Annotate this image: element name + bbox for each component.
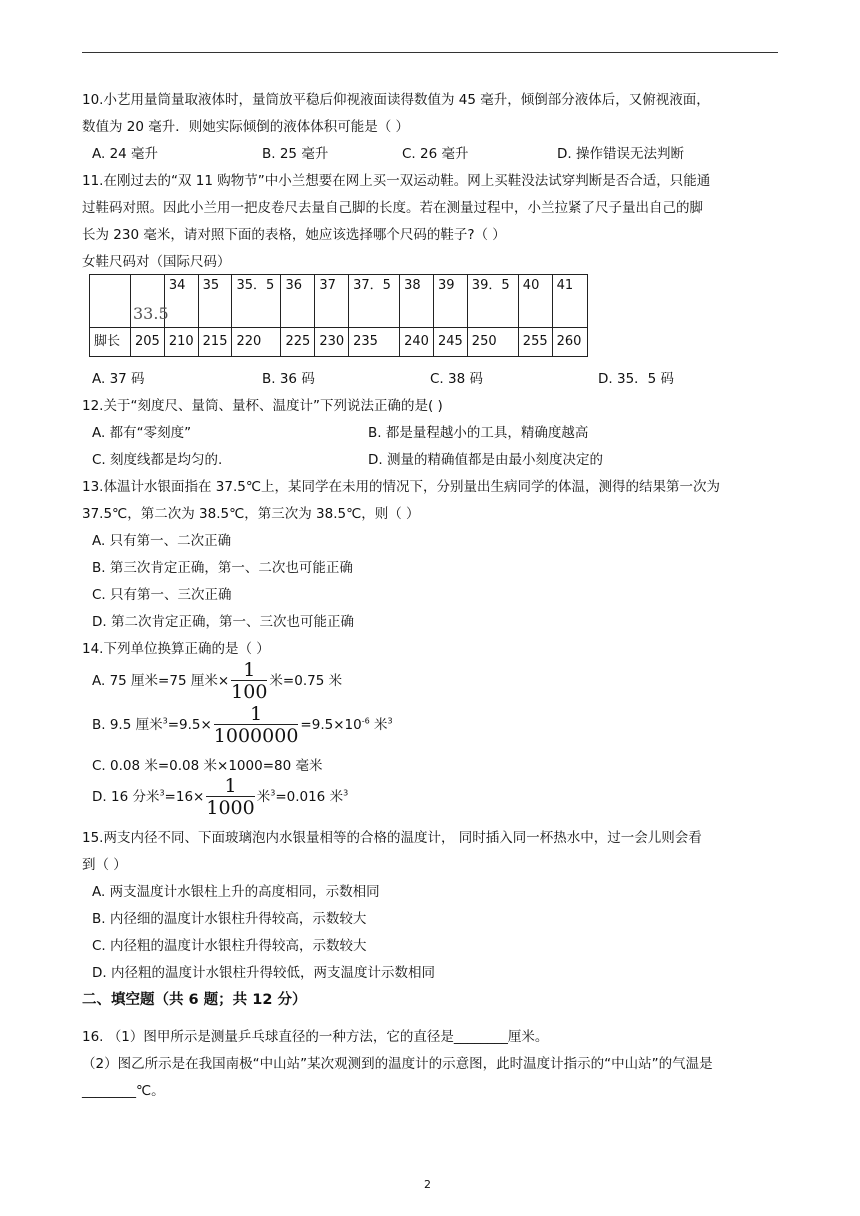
table-cell: 40 (518, 275, 552, 328)
q10-line1: 10.小艺用量筒量取液体时，量筒放平稳后仰视液面读得数值为 45 毫升，倾倒部分液体后，又俯视液面， (82, 92, 710, 108)
numerator: 1 (243, 659, 256, 681)
q16-line2: （2）图乙所示是在我国南极“中山站”某次观测到的温度计的示意图，此时温度计指示的“中山站”的气温是 (82, 1056, 713, 1072)
q15-line2: 到（ ） (82, 857, 127, 873)
table-cell: 250 (467, 328, 518, 357)
table-cell (90, 275, 131, 328)
q13-line1: 13.体温计水银面指在 37.5℃上，某同学在未用的情况下，分别量出生病同学的体温，测得的结果第一次为 (82, 479, 720, 495)
option-d-text: D. 16 分米 (92, 789, 160, 805)
option-b-text: B. 9.5 厘米 (92, 717, 163, 733)
superscript: 3 (162, 716, 168, 726)
q10-option-c: C. 26 毫升 (402, 146, 469, 162)
page-number: 2 (424, 1178, 431, 1191)
table-cell: 38 (400, 275, 434, 328)
table-cell: 240 (400, 328, 434, 357)
header-rule (82, 52, 778, 53)
table-cell: 39．5 (467, 275, 518, 328)
numerator: 1 (224, 775, 237, 797)
q12-option-d: D. 测量的精确值都是由最小刻度决定的 (368, 452, 603, 468)
q15-option-c: C. 内径粗的温度计水银柱升得较高，示数较大 (92, 938, 367, 954)
q14-option-c: C. 0.08 米=0.08 米×1000=80 毫米 (92, 758, 323, 774)
superscript: 3 (387, 716, 393, 726)
table-cell: 235 (349, 328, 400, 357)
q15-option-a: A. 两支温度计水银柱上升的高度相同，示数相同 (92, 884, 380, 900)
q12-option-a: A. 都有“零刻度” (92, 425, 192, 441)
superscript: 3 (159, 788, 165, 798)
table-cell: 36 (281, 275, 315, 328)
q15-option-d: D. 内径粗的温度计水银柱升得较低，两支温度计示数相同 (92, 965, 435, 981)
option-d-result: =0.016 米 (275, 789, 344, 805)
denominator: 1000 (206, 797, 255, 819)
q13-option-a: A. 只有第一、二次正确 (92, 533, 232, 549)
q14-option-d (92, 776, 348, 818)
table-cell: 35．5 (232, 275, 281, 328)
size-row (90, 275, 588, 328)
fraction (214, 704, 299, 746)
q12-option-c: C. 刻度线都是均匀的. (92, 452, 223, 468)
q10-option-a: A. 24 毫升 (92, 146, 159, 162)
q11-option-b: B. 36 码 (262, 371, 315, 387)
q14-option-b (92, 704, 393, 746)
q15-option-b: B. 内径细的温度计水银柱升得较高，示数较大 (92, 911, 367, 927)
table-cell: 210 (164, 328, 198, 357)
q11-option-c: C. 38 码 (430, 371, 483, 387)
fraction (231, 660, 267, 702)
table-cell: 220 (232, 328, 281, 357)
table-cell: 205 (131, 328, 165, 357)
shoe-size-table (89, 274, 588, 357)
option-a-text: A. 75 厘米=75 厘米× (92, 673, 230, 689)
q13-option-c: C. 只有第一、三次正确 (92, 587, 232, 603)
size-table-caption: 女鞋尺码对（国际尺码） (82, 254, 231, 270)
option-b-mid: =9.5× (167, 717, 212, 733)
q14-option-a (92, 660, 342, 702)
superscript: 3 (270, 788, 276, 798)
table-cell: 260 (552, 328, 587, 357)
table-cell: 34 (164, 275, 198, 328)
numerator: 1 (250, 703, 263, 725)
q10-option-d: D. 操作错误无法判断 (557, 146, 684, 162)
table-cell: 255 (518, 328, 552, 357)
q11-line2: 过鞋码对照。因此小兰用一把皮卷尺去量自己脚的长度。若在测量过程中，小兰拉紧了尺子量出自己的脚 (82, 200, 703, 216)
table-cell: 37 (315, 275, 349, 328)
superscript: 3 (343, 788, 349, 798)
option-a-result: 米=0.75 米 (269, 673, 343, 689)
option-d-mid: =16× (164, 789, 205, 805)
table-cell: 37．5 (349, 275, 400, 328)
q11-option-a: A. 37 码 (92, 371, 145, 387)
section-heading: 二、填空题（共 6 题；共 12 分） (82, 992, 307, 1008)
q11-line3: 长为 230 毫米，请对照下面的表格，她应该选择哪个尺码的鞋子?（ ） (82, 227, 506, 243)
denominator: 100 (231, 681, 268, 703)
table-cell: 215 (198, 328, 232, 357)
q16-line3: ________℃。 (82, 1083, 165, 1099)
table-cell (131, 275, 169, 328)
table-cell: 39 (433, 275, 467, 328)
superscript: -6 (361, 716, 370, 726)
foot-length-row (90, 328, 588, 357)
denominator: 1000000 (213, 725, 299, 747)
q10-line2: 数值为 20 毫升．则她实际倾倒的液体体积可能是（ ） (82, 119, 410, 135)
q11-line1: 11.在刚过去的“双 11 购物节”中小兰想要在网上买一双运动鞋。网上买鞋没法试穿判断是否合适，只能通 (82, 173, 711, 189)
q13-line2: 37.5℃，第二次为 38.5℃，第三次为 38.5℃，则（ ） (82, 506, 420, 522)
table-cell: 230 (315, 328, 349, 357)
q13-option-d: D. 第二次肯定正确，第一、三次也可能正确 (92, 614, 354, 630)
option-b-result: =9.5×10 (300, 717, 362, 733)
table-cell: 35 (198, 275, 232, 328)
q15-line1: 15.两支内径不同、下面玻璃泡内水银量相等的合格的温度计， 同时插入同一杯热水中，过一会儿则会看 (82, 830, 702, 846)
q13-option-b: B. 第三次肯定正确，第一、二次也可能正确 (92, 560, 353, 576)
q12-option-b: B. 都是量程越小的工具，精确度越高 (368, 425, 589, 441)
q14-line1: 14.下列单位换算正确的是（ ） (82, 641, 270, 657)
option-b-unit: 米 (369, 717, 388, 733)
q12-line1: 12.关于“刻度尺、量筒、量杯、温度计”下列说法正确的是( ) (82, 398, 443, 414)
table-cell: 245 (433, 328, 467, 357)
q16-line1: 16. （1）图甲所示是测量乒乓球直径的一种方法，它的直径是________厘米。 (82, 1029, 549, 1045)
size-33-5-image-text: 33.5 (133, 304, 169, 323)
table-cell: 41 (552, 275, 587, 328)
q11-option-d: D. 35．5 码 (598, 371, 675, 387)
q10-option-b: B. 25 毫升 (262, 146, 329, 162)
fraction (206, 776, 254, 818)
option-d-unit: 米 (256, 789, 271, 805)
table-cell: 225 (281, 328, 315, 357)
table-cell: 脚长 (90, 328, 131, 357)
